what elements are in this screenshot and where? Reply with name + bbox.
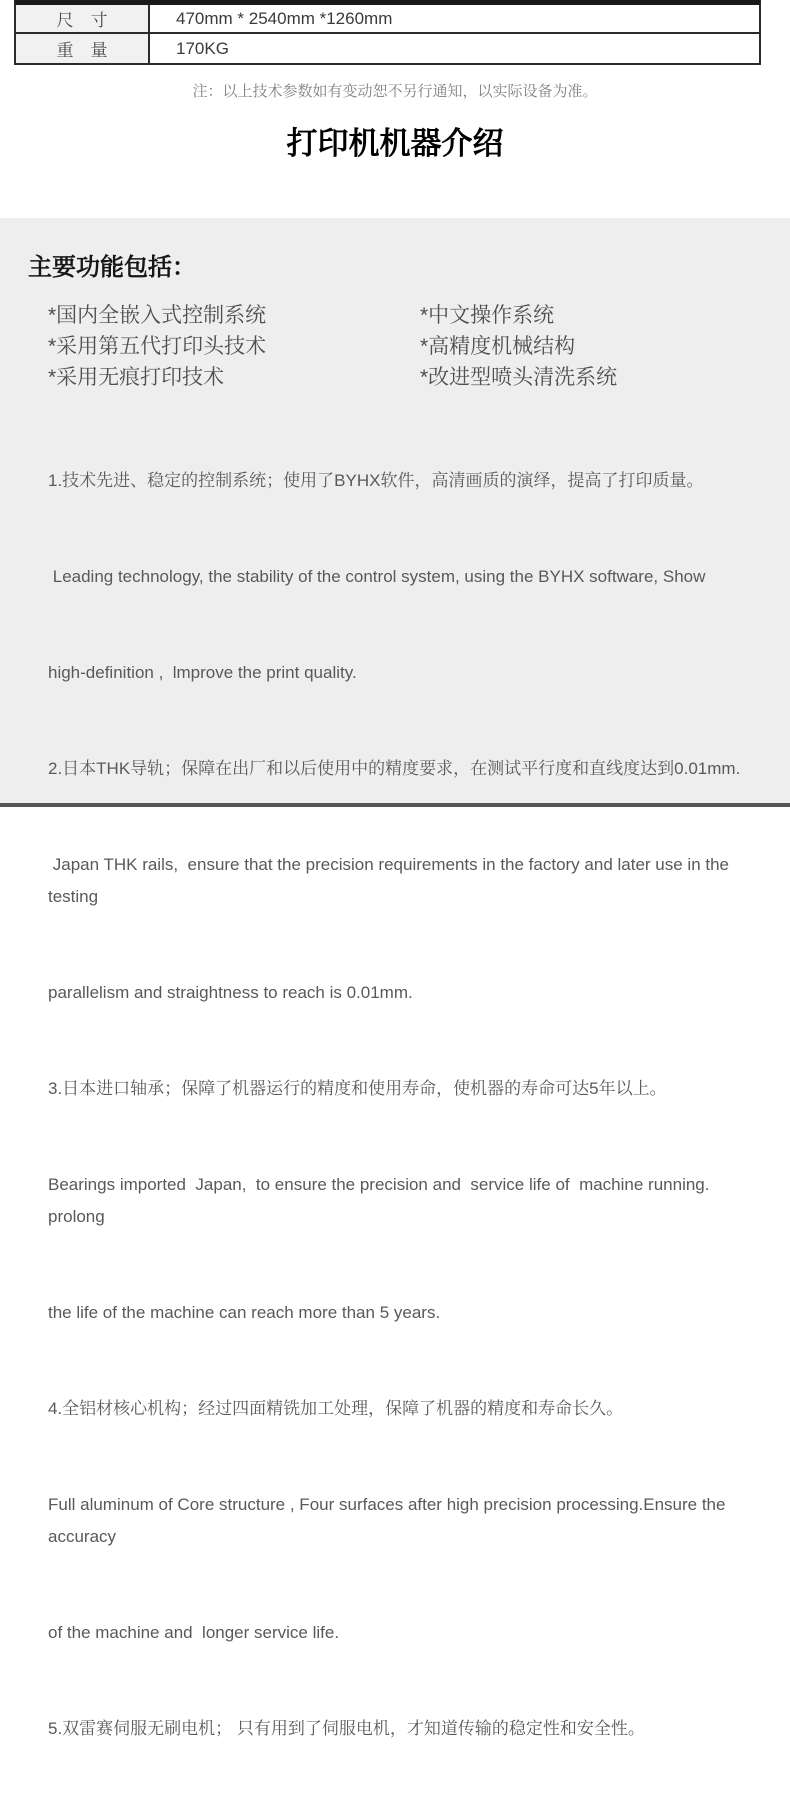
spec-disclaimer-note: 注：以上技术参数如有变动恕不另行通知，以实际设备为准。: [192, 83, 598, 100]
machine-intro-section: [0, 218, 790, 1738]
table-row: [16, 34, 759, 63]
description-line: 4.全铝材核心机构；经过四面精铣加工处理，保障了机器的精度和寿命长久。: [48, 1399, 624, 1418]
description-line: of the machine and longer service life.: [48, 1623, 340, 1642]
page-title: 打印机机器介绍: [286, 126, 504, 161]
feature-row: [48, 300, 790, 331]
description-line: Leading technology, the stability of the control system, using the BYHX software, Show: [48, 567, 706, 586]
description-line: parallelism and straightness to reach is 0.01mm.: [48, 983, 413, 1002]
feature-row: [48, 362, 790, 393]
description-line: high-definition , lmprove the print quality.: [48, 663, 357, 682]
table-row: [16, 5, 759, 34]
spec-label-dimensions: 尺 寸: [16, 5, 150, 32]
feature-item: *改进型喷头清洗系统: [420, 366, 618, 389]
description-line: Full aluminum of Core structure , Four surfaces after high precision processing.Ensure the accuracy: [48, 1495, 731, 1546]
description-line: 5.双雷赛伺服无刷电机； 只有用到了伺服电机，才知道传输的稳定性和安全性。: [48, 1719, 645, 1738]
feature-grid: [48, 300, 790, 393]
feature-item: *国内全嵌入式控制系统: [48, 304, 267, 327]
feature-item: *高精度机械结构: [420, 335, 576, 358]
feature-item: *采用第五代打印头技术: [48, 335, 267, 358]
feature-row: [48, 331, 790, 362]
description-line: Japan THK rails, ensure that the precision requirements in the factory and later use in the testing: [48, 855, 734, 906]
description-line: the life of the machine can reach more than 5 years.: [48, 1303, 441, 1322]
features-heading: 主要功能包括：: [28, 254, 196, 281]
spec-table: [14, 0, 761, 65]
spec-value-weight: 170KG: [176, 38, 229, 58]
description-line: 2.日本THK导轨；保障在出厂和以后使用中的精度要求，在测试平行度和直线度达到0.01mm.: [48, 759, 741, 778]
feature-item: *采用无痕打印技术: [48, 366, 225, 389]
description-line: Bearings imported Japan, to ensure the precision and service life of machine running. prolong: [48, 1175, 715, 1226]
description-line: 3.日本进口轴承；保障了机器运行的精度和使用寿命，使机器的寿命可达5年以上。: [48, 1079, 667, 1098]
feature-item: *中文操作系统: [420, 304, 555, 327]
spec-value-dimensions: 470mm * 2540mm *1260mm: [176, 8, 393, 28]
description-block: [48, 401, 754, 1809]
next-section-divider: [0, 803, 790, 807]
description-line: 1.技术先进、稳定的控制系统；使用了BYHX软件，高清画质的演绎，提高了打印质量。: [48, 471, 704, 490]
spec-label-weight: 重 量: [16, 34, 150, 63]
